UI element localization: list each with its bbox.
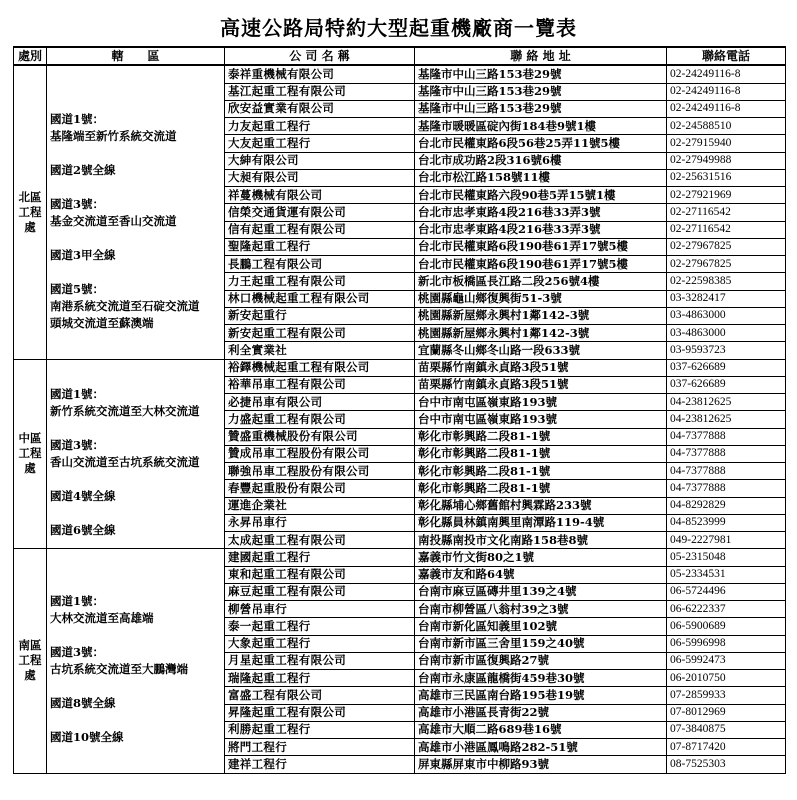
header-address: 聯 絡 地 址 [415, 47, 667, 65]
district-line: 國道4號全線 [50, 489, 116, 504]
company-address: 台中市南屯區嶺東路193號 [415, 394, 667, 411]
company-name: 富盛工程有限公司 [225, 687, 415, 704]
company-address: 基隆市中山三路153巷29號 [415, 65, 667, 83]
company-phone: 04-23812625 [667, 394, 786, 411]
district-line: 南港系統交流道至石碇交流道 [50, 298, 200, 313]
company-address: 彰化市彰興路二段81-1號 [415, 445, 667, 462]
district-cell [47, 359, 225, 549]
company-address: 台中市南屯區嶺東路193號 [415, 411, 667, 428]
region-name-line: 南區 [18, 638, 42, 653]
company-address: 基隆市暖暖區碇內街184巷9號1樓 [415, 118, 667, 135]
company-name: 長鵬工程有限公司 [225, 256, 415, 273]
company-phone: 06-5992473 [667, 652, 786, 669]
district-line: 國道3號： [50, 438, 105, 453]
header-row [14, 47, 786, 65]
company-name: 必捷吊車有限公司 [225, 394, 415, 411]
table-row [14, 65, 786, 83]
district-line [50, 264, 221, 281]
company-phone: 04-8292829 [667, 497, 786, 514]
district-line [50, 678, 221, 695]
company-name: 太成起重工程有限公司 [225, 532, 415, 549]
contractor-table [13, 46, 786, 774]
district-line: 新竹系統交流道至大林交流道 [50, 404, 200, 419]
district-line: 國道1號： [50, 594, 105, 609]
company-address: 苗栗縣竹南鎮永貞路3段51號 [415, 376, 667, 393]
company-name: 大象起重工程行 [225, 635, 415, 652]
company-phone: 05-2334531 [667, 566, 786, 583]
company-phone: 03-4863000 [667, 325, 786, 342]
region-name-line: 處 [24, 668, 36, 683]
company-address: 彰化市彰興路二段81-1號 [415, 463, 667, 480]
company-name: 裕鐸機械起重工程有限公司 [225, 359, 415, 376]
company-name: 聯強吊車工程股份有限公司 [225, 463, 415, 480]
company-address: 台南市柳營區八翁村39之3號 [415, 601, 667, 618]
company-phone: 02-24249116-8 [667, 83, 786, 100]
company-phone: 049-2227981 [667, 532, 786, 549]
district-line: 國道1號： [50, 111, 105, 126]
company-phone: 02-24588510 [667, 118, 786, 135]
district-line [50, 230, 221, 247]
company-address: 台南市麻豆區磚井里139之4號 [415, 583, 667, 600]
table-row [14, 549, 786, 566]
company-name: 運進企業社 [225, 497, 415, 514]
company-phone: 04-7377888 [667, 480, 786, 497]
company-phone: 02-24249116-8 [667, 100, 786, 117]
company-address: 桃園縣新屋鄉永興村1鄰142-3號 [415, 325, 667, 342]
company-phone: 07-2859933 [667, 687, 786, 704]
company-name: 新安起重行 [225, 307, 415, 324]
company-address: 屏東縣屏東市中柳路93號 [415, 756, 667, 773]
company-phone: 07-3840875 [667, 721, 786, 738]
company-address: 高雄市大順二路689巷16號 [415, 721, 667, 738]
company-phone: 06-6222337 [667, 601, 786, 618]
district-line: 基金交流道至香山交流道 [50, 213, 177, 228]
company-name: 建祥工程行 [225, 756, 415, 773]
company-address: 台北市忠孝東路4段216巷33弄3號 [415, 204, 667, 221]
region-name-line: 工程 [18, 653, 42, 668]
company-name: 將門工程行 [225, 739, 415, 756]
district-cell [47, 65, 225, 359]
district-line: 國道2號全線 [50, 162, 116, 177]
company-phone: 04-8523999 [667, 514, 786, 531]
region-name-line: 工程 [18, 446, 42, 461]
header-region: 處別 [14, 47, 47, 65]
company-address: 桃園縣新屋鄉永興村1鄰142-3號 [415, 307, 667, 324]
company-name: 麻豆起重工程有限公司 [225, 583, 415, 600]
company-name: 林口機械起重工程有限公司 [225, 290, 415, 307]
header-phone: 聯絡電話 [667, 47, 786, 65]
company-name: 力王起重工程有限公司 [225, 273, 415, 290]
region-name-line: 處 [24, 219, 36, 234]
district-line [50, 420, 221, 437]
company-address: 嘉義市竹文街80之1號 [415, 549, 667, 566]
table-row [14, 359, 786, 376]
district-line: 國道3號： [50, 645, 105, 660]
district-line [50, 505, 221, 522]
company-name: 泰一起重工程行 [225, 618, 415, 635]
district-line [50, 627, 221, 644]
district-line: 香山交流道至古坑系統交流道 [50, 455, 200, 470]
company-name: 信榮交通貨運有限公司 [225, 204, 415, 221]
company-address: 基隆市中山三路153巷29號 [415, 83, 667, 100]
company-phone: 06-2010750 [667, 670, 786, 687]
company-phone: 03-9593723 [667, 342, 786, 359]
district-line: 古坑系統交流道至大鵬灣端 [50, 662, 188, 677]
company-name: 利全實業社 [225, 342, 415, 359]
company-phone: 06-5900689 [667, 618, 786, 635]
company-phone: 02-27116542 [667, 221, 786, 238]
company-phone: 07-8012969 [667, 704, 786, 721]
company-phone: 05-2315048 [667, 549, 786, 566]
company-phone: 06-5724496 [667, 583, 786, 600]
district-line [50, 179, 221, 196]
company-address: 嘉義市友和路64號 [415, 566, 667, 583]
company-name: 東和起重工程有限公司 [225, 566, 415, 583]
region-name [14, 65, 47, 359]
company-name: 月星起重工程有限公司 [225, 652, 415, 669]
company-name: 利勝起重工程行 [225, 721, 415, 738]
company-phone: 02-27967825 [667, 238, 786, 255]
company-phone: 03-4863000 [667, 307, 786, 324]
company-name: 柳營吊車行 [225, 601, 415, 618]
company-phone: 04-7377888 [667, 445, 786, 462]
company-phone: 02-25631516 [667, 169, 786, 186]
region-name-line: 北區 [18, 189, 42, 204]
company-address: 南投縣南投市文化南路158巷8號 [415, 532, 667, 549]
company-name: 新安起重工程有限公司 [225, 325, 415, 342]
company-name: 瑞隆起重工程行 [225, 670, 415, 687]
company-name: 建國起重工程行 [225, 549, 415, 566]
district-line [50, 712, 221, 729]
company-phone: 02-27915940 [667, 135, 786, 152]
district-line: 國道10號全線 [50, 730, 124, 745]
district-cell [47, 549, 225, 773]
company-name: 力友起重工程行 [225, 118, 415, 135]
company-address: 台北市民權東路6段190巷61弄17號5樓 [415, 238, 667, 255]
district-line: 國道6號全線 [50, 523, 116, 538]
company-address: 台南市新市區復興路27號 [415, 652, 667, 669]
company-name: 基江起重工程有限公司 [225, 83, 415, 100]
company-address: 宜蘭縣冬山鄉冬山路一段633號 [415, 342, 667, 359]
company-address: 台南市永康區龍橋街459巷30號 [415, 670, 667, 687]
company-address: 桃園縣龜山鄉復興街51-3號 [415, 290, 667, 307]
company-address: 高雄市三民區南台路195巷19號 [415, 687, 667, 704]
company-name: 昇隆起重工程有限公司 [225, 704, 415, 721]
company-name: 大紳有限公司 [225, 152, 415, 169]
company-name: 贊盛重機械股份有限公司 [225, 428, 415, 445]
company-phone: 04-7377888 [667, 463, 786, 480]
company-phone: 02-27116542 [667, 204, 786, 221]
company-address: 新北市板橋區長江路二段256號4樓 [415, 273, 667, 290]
district-line [50, 145, 221, 162]
district-line: 國道3甲全線 [50, 247, 116, 262]
company-address: 台北市松江路158號11樓 [415, 169, 667, 186]
district-line: 國道5號： [50, 281, 105, 296]
district-line: 頭城交流道至蘇澳端 [50, 315, 154, 330]
company-name: 永昇吊車行 [225, 514, 415, 531]
header-company: 公 司 名 稱 [225, 47, 415, 65]
region-name-line: 處 [24, 461, 36, 476]
company-address: 苗栗縣竹南鎮永貞路3段51號 [415, 359, 667, 376]
region-name [14, 549, 47, 773]
document-title: 高速公路局特約大型起重機廠商一覽表 [220, 16, 577, 40]
company-phone: 06-5996998 [667, 635, 786, 652]
district-line: 國道3號： [50, 196, 105, 211]
company-address: 彰化市彰興路二段81-1號 [415, 480, 667, 497]
company-name: 泰祥重機械有限公司 [225, 65, 415, 83]
header-district: 轄 區 [47, 47, 225, 65]
company-address: 彰化縣員林鎮南興里南潭路119-4號 [415, 514, 667, 531]
district-line: 基隆端至新竹系統交流道 [50, 128, 177, 143]
company-phone: 02-27967825 [667, 256, 786, 273]
company-phone: 08-7525303 [667, 756, 786, 773]
company-address: 高雄市小港區鳳鳴路282-51號 [415, 739, 667, 756]
company-address: 高雄市小港區長青街22號 [415, 704, 667, 721]
company-address: 彰化縣埔心鄉舊館村興霖路233號 [415, 497, 667, 514]
district-line [50, 471, 221, 488]
company-name: 裕華吊車工程有限公司 [225, 376, 415, 393]
company-address: 台北市民權東路六段90巷5弄15號1樓 [415, 187, 667, 204]
company-address: 台南市新市區三舍里159之40號 [415, 635, 667, 652]
company-name: 信有起重工程有限公司 [225, 221, 415, 238]
company-phone: 037-626689 [667, 376, 786, 393]
region-name-line: 工程 [18, 204, 42, 219]
company-name: 祥蔓機械有限公司 [225, 187, 415, 204]
district-line: 大林交流道至高雄端 [50, 611, 154, 626]
company-name: 春豐起重股份有限公司 [225, 480, 415, 497]
company-address: 彰化市彰興路二段81-1號 [415, 428, 667, 445]
table-body [14, 65, 786, 773]
company-address: 台北市忠孝東路4段216巷33弄3號 [415, 221, 667, 238]
region-name [14, 359, 47, 549]
company-name: 欣安益實業有限公司 [225, 100, 415, 117]
region-name-line: 中區 [18, 431, 42, 446]
company-phone: 02-24249116-8 [667, 65, 786, 83]
company-phone: 03-3282417 [667, 290, 786, 307]
company-name: 力盛起重工程有限公司 [225, 411, 415, 428]
company-phone: 02-27949988 [667, 152, 786, 169]
company-name: 大友起重工程行 [225, 135, 415, 152]
company-phone: 037-626689 [667, 359, 786, 376]
district-line: 國道1號： [50, 387, 105, 402]
company-address: 台北市民權東路6段190巷61弄17號5樓 [415, 256, 667, 273]
district-line: 國道8號全線 [50, 696, 116, 711]
company-address: 台南市新化區知義里102號 [415, 618, 667, 635]
company-address: 基隆市中山三路153巷29號 [415, 100, 667, 117]
company-phone: 04-7377888 [667, 428, 786, 445]
company-name: 贊成吊車工程股份有限公司 [225, 445, 415, 462]
company-name: 大昶有限公司 [225, 169, 415, 186]
company-phone: 02-22598385 [667, 273, 786, 290]
company-phone: 04-23812625 [667, 411, 786, 428]
company-phone: 07-8717420 [667, 739, 786, 756]
company-address: 台北市成功路2段316號6樓 [415, 152, 667, 169]
company-address: 台北市民權東路6段56巷25弄11號5樓 [415, 135, 667, 152]
company-phone: 02-27921969 [667, 187, 786, 204]
company-name: 聖隆起重工程行 [225, 238, 415, 255]
